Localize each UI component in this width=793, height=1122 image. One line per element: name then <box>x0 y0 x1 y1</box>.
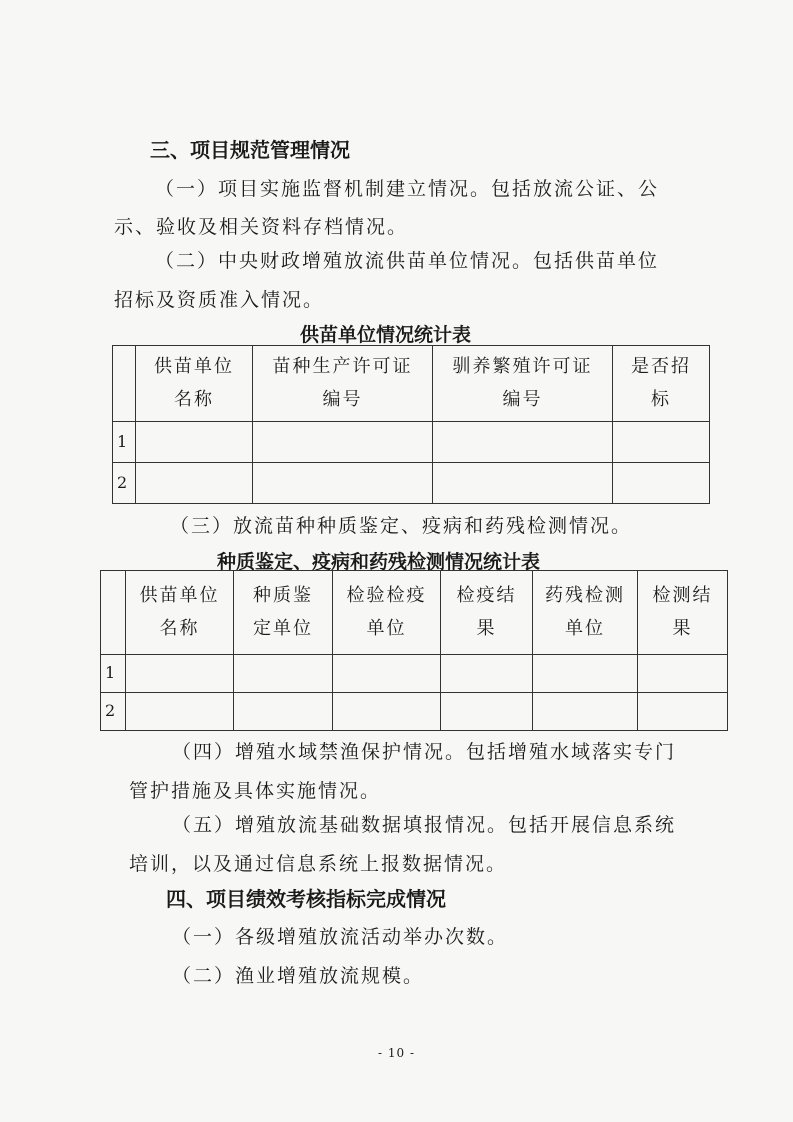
table-row <box>113 463 710 504</box>
header-cell: 苗种生产许可证 编号 <box>253 346 433 422</box>
table-cell <box>433 422 613 463</box>
page-number: - 10 - <box>377 1046 415 1060</box>
table-cell <box>441 693 533 731</box>
para-4-1: （一）各级增殖放流活动举办次数。 <box>172 926 509 948</box>
table-cell <box>253 463 433 504</box>
header-cell-empty <box>101 571 126 655</box>
table-cell <box>136 422 253 463</box>
table-cell <box>433 463 613 504</box>
header-cell: 供苗单位 名称 <box>126 571 234 655</box>
section4-heading: 四、项目绩效考核指标完成情况 <box>166 887 446 911</box>
table-cell <box>253 422 433 463</box>
row-number: 2 <box>113 463 136 504</box>
table-cell <box>234 693 333 731</box>
para-3-1-line2: 示、验收及相关资料存档情况。 <box>114 216 409 238</box>
header-cell: 检测结 果 <box>638 571 728 655</box>
table-row <box>113 422 710 463</box>
inspection-table <box>100 570 728 731</box>
para-3-5-line1: （五）增殖放流基础数据填报情况。包括开展信息系统 <box>172 814 677 836</box>
table-row <box>101 693 728 731</box>
table-cell <box>613 422 710 463</box>
para-3-3: （三）放流苗种种质鉴定、疫病和药残检测情况。 <box>170 515 633 537</box>
header-cell: 驯养繁殖许可证 编号 <box>433 346 613 422</box>
section3-heading: 三、项目规范管理情况 <box>150 138 350 162</box>
header-cell: 种质鉴 定单位 <box>234 571 333 655</box>
table-cell <box>136 463 253 504</box>
table-cell <box>126 693 234 731</box>
table-cell <box>126 655 234 693</box>
header-cell: 药残检测 单位 <box>533 571 638 655</box>
table-cell <box>638 693 728 731</box>
header-cell: 检验检疫 单位 <box>333 571 441 655</box>
para-3-5-line2: 培训，以及通过信息系统上报数据情况。 <box>129 853 508 875</box>
para-3-4-line2: 管护措施及具体实施情况。 <box>129 780 382 802</box>
header-cell: 供苗单位 名称 <box>136 346 253 422</box>
table2-title: 种质鉴定、疫病和药残检测情况统计表 <box>217 551 541 573</box>
para-3-1-line1: （一）项目实施监督机制建立情况。包括放流公证、公 <box>155 178 660 200</box>
para-3-4-line1: （四）增殖水域禁渔保护情况。包括增殖水域落实专门 <box>172 741 677 763</box>
table-cell <box>441 655 533 693</box>
supplier-table <box>112 345 710 504</box>
supplier-table-header-row <box>113 346 710 422</box>
table-row <box>101 655 728 693</box>
header-cell-empty <box>113 346 136 422</box>
para-3-2-line2: 招标及资质准入情况。 <box>114 289 325 311</box>
header-cell: 是否招 标 <box>613 346 710 422</box>
row-number: 1 <box>113 422 136 463</box>
para-4-2: （二）渔业增殖放流规模。 <box>172 965 425 987</box>
table-cell <box>613 463 710 504</box>
inspection-table-header-row <box>101 571 728 655</box>
table-cell <box>533 693 638 731</box>
para-3-2-line1: （二）中央财政增殖放流供苗单位情况。包括供苗单位 <box>155 250 660 272</box>
table-cell <box>234 655 333 693</box>
header-cell: 检疫结 果 <box>441 571 533 655</box>
row-number: 2 <box>101 693 126 731</box>
table1-title: 供苗单位情况统计表 <box>300 324 472 346</box>
table-cell <box>638 655 728 693</box>
row-number: 1 <box>101 655 126 693</box>
table-cell <box>333 693 441 731</box>
table-cell <box>533 655 638 693</box>
table-cell <box>333 655 441 693</box>
